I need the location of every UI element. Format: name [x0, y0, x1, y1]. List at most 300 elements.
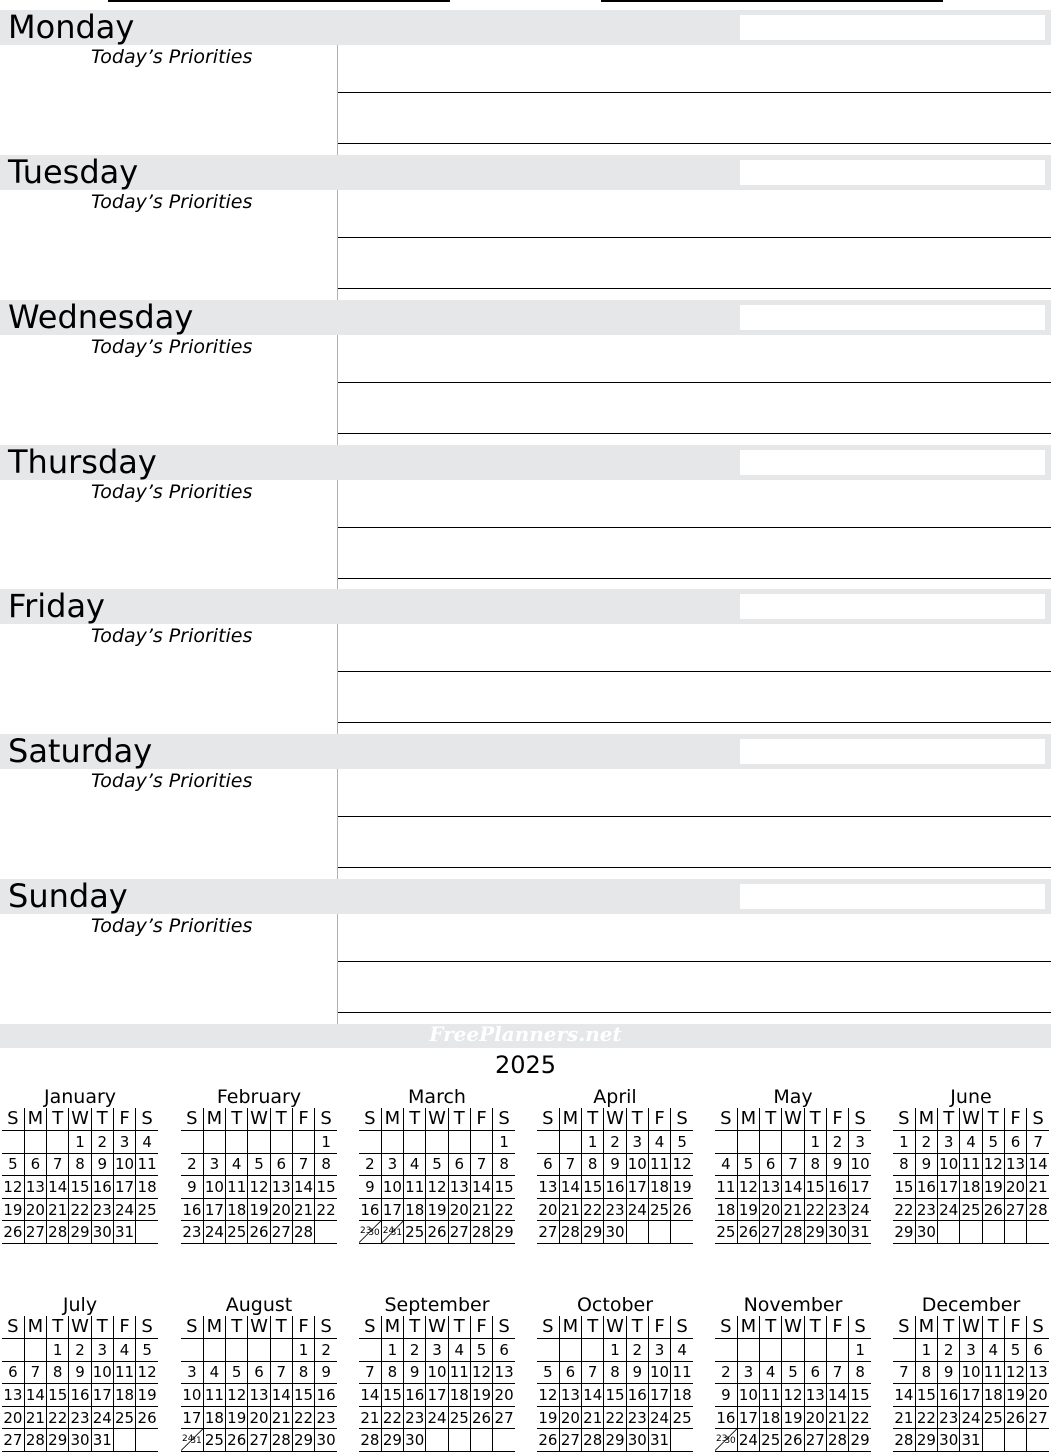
week-row [359, 1384, 515, 1407]
day-cell: 4 [715, 1153, 737, 1176]
day-cell: 26 [226, 1429, 248, 1452]
day-cell: 2 [626, 1339, 648, 1362]
week-row [2, 1153, 158, 1176]
day-cell: 9 [315, 1361, 337, 1384]
day-cell: 8 [493, 1153, 515, 1176]
day-cell: 30 [404, 1429, 426, 1452]
day-block-wednesday [0, 300, 1051, 445]
day-cell: 24 [849, 1198, 871, 1221]
day-cell: 22 [604, 1406, 626, 1429]
week-row [2, 1406, 158, 1429]
weekday-header: S [537, 1316, 559, 1339]
day-cell: 24 [938, 1198, 960, 1221]
day-cell: 2 [915, 1131, 937, 1154]
month-may [715, 1086, 871, 1244]
day-cell: 31 [113, 1221, 135, 1244]
day-cell: 11 [448, 1361, 470, 1384]
day-cell: 10 [203, 1176, 225, 1199]
day-cell: 15 [493, 1176, 515, 1199]
week-row [359, 1361, 515, 1384]
day-cell: 21 [270, 1406, 292, 1429]
day-cell: 11 [136, 1153, 158, 1176]
day-cell [537, 1131, 559, 1154]
day-cell: 14 [1027, 1153, 1049, 1176]
day-cell: 10 [648, 1361, 670, 1384]
day-cell [426, 1131, 448, 1154]
day-cell: 1 [582, 1131, 604, 1154]
day-cell: 28 [559, 1221, 581, 1244]
day-cell: 20 [448, 1198, 470, 1221]
day-cell: 22 [893, 1198, 915, 1221]
week-row [181, 1429, 337, 1452]
day-cell: 29 [804, 1221, 826, 1244]
day-name: Sunday [8, 877, 128, 915]
week-row [537, 1131, 693, 1154]
week-row [2, 1429, 158, 1452]
day-block-tuesday [0, 155, 1051, 300]
month-october [537, 1294, 693, 1452]
day-cell: 23 [315, 1406, 337, 1429]
day-cell: 6 [2, 1361, 24, 1384]
day-cell: 23 [938, 1406, 960, 1429]
day-cell: 12 [248, 1176, 270, 1199]
writing-line[interactable] [338, 237, 1051, 238]
date-field[interactable] [740, 594, 1045, 619]
day-cell: 21 [782, 1198, 804, 1221]
month-name: May [773, 1086, 813, 1108]
day-cell: 15 [849, 1384, 871, 1407]
day-cell: 27 [2, 1429, 24, 1452]
day-cell: 13 [559, 1384, 581, 1407]
weekday-header: T [804, 1316, 826, 1339]
day-cell: 25 [715, 1221, 737, 1244]
day-cell: 21 [359, 1406, 381, 1429]
day-cell: 23 [69, 1406, 91, 1429]
weekday-header: W [426, 1316, 448, 1339]
week-row [893, 1221, 1049, 1244]
day-cell: 25 [960, 1198, 982, 1221]
day-cell [537, 1339, 559, 1362]
day-name: Saturday [8, 732, 153, 770]
weekday-header: F [648, 1316, 670, 1339]
day-cell: 2 [69, 1339, 91, 1362]
week-row [715, 1153, 871, 1176]
writing-line[interactable] [338, 816, 1051, 817]
split-day-second: 31 [190, 1436, 202, 1447]
day-cell: 4 [448, 1339, 470, 1362]
writing-line[interactable] [338, 527, 1051, 528]
day-cell: 22 [315, 1198, 337, 1221]
week-row [893, 1384, 1049, 1407]
weekday-header: M [24, 1108, 46, 1131]
day-cell: 20 [537, 1198, 559, 1221]
day-cell: 15 [915, 1384, 937, 1407]
date-field[interactable] [740, 739, 1045, 764]
day-cell [136, 1221, 158, 1244]
day-block-thursday [0, 445, 1051, 590]
day-cell: 2 [404, 1339, 426, 1362]
day-cell: 29 [381, 1429, 403, 1452]
day-cell: 5 [537, 1361, 559, 1384]
day-cell: 19 [426, 1198, 448, 1221]
day-cell: 20 [2, 1406, 24, 1429]
week-row [359, 1339, 515, 1362]
day-cell: 25 [113, 1406, 135, 1429]
day-cell: 12 [737, 1176, 759, 1199]
day-cell: 23 [404, 1406, 426, 1429]
day-cell: 7 [893, 1361, 915, 1384]
day-cell [582, 1339, 604, 1362]
day-cell: 18 [648, 1176, 670, 1199]
writing-line[interactable] [338, 1012, 1051, 1013]
day-cell: 17 [626, 1176, 648, 1199]
week-row [2, 1221, 158, 1244]
day-cell [826, 1339, 848, 1362]
day-cell [359, 1339, 381, 1362]
day-cell [359, 1221, 381, 1244]
day-cell: 8 [381, 1361, 403, 1384]
day-cell: 9 [626, 1361, 648, 1384]
day-cell: 5 [470, 1339, 492, 1362]
day-cell: 1 [804, 1131, 826, 1154]
day-cell [181, 1131, 203, 1154]
weekday-header: F [470, 1316, 492, 1339]
day-cell: 3 [960, 1339, 982, 1362]
weekday-header: T [47, 1108, 69, 1131]
day-cell: 18 [136, 1176, 158, 1199]
week-row [715, 1429, 871, 1452]
day-cell: 21 [1027, 1176, 1049, 1199]
day-cell: 21 [826, 1406, 848, 1429]
weekday-header: S [1027, 1108, 1049, 1131]
writing-line[interactable] [338, 867, 1051, 868]
day-cell: 18 [671, 1384, 693, 1407]
month-february [181, 1086, 337, 1244]
weekday-header: M [203, 1108, 225, 1131]
date-field[interactable] [740, 305, 1045, 330]
split-day-first: 24 [382, 1226, 395, 1237]
month-december [893, 1294, 1049, 1452]
day-cell: 17 [91, 1384, 113, 1407]
week-row [359, 1131, 515, 1154]
weekday-header: M [203, 1316, 225, 1339]
day-cell: 29 [69, 1221, 91, 1244]
weekday-header: F [826, 1316, 848, 1339]
day-cell: 8 [315, 1153, 337, 1176]
day-cell: 12 [470, 1361, 492, 1384]
day-cell: 12 [782, 1384, 804, 1407]
writing-line[interactable] [338, 578, 1051, 579]
month-grid [181, 1108, 337, 1244]
day-name: Monday [8, 8, 135, 46]
day-cell: 25 [648, 1198, 670, 1221]
week-row [893, 1176, 1049, 1199]
day-cell: 26 [470, 1406, 492, 1429]
day-name: Wednesday [8, 298, 194, 336]
day-cell: 4 [404, 1153, 426, 1176]
top-line-right [601, 0, 943, 2]
day-cell: 2 [826, 1131, 848, 1154]
weekday-header: S [315, 1108, 337, 1131]
day-block-sunday [0, 879, 1051, 1024]
day-cell: 20 [24, 1198, 46, 1221]
day-header [0, 589, 1051, 624]
weekday-header: W [604, 1316, 626, 1339]
date-field[interactable] [740, 450, 1045, 475]
day-cell: 27 [537, 1221, 559, 1244]
writing-line[interactable] [338, 288, 1051, 289]
day-cell [47, 1131, 69, 1154]
watermark-logo: FreePlanners.net [429, 1022, 622, 1046]
day-cell: 27 [248, 1429, 270, 1452]
writing-line[interactable] [338, 433, 1051, 434]
day-cell: 13 [248, 1384, 270, 1407]
writing-line[interactable] [338, 722, 1051, 723]
week-row [537, 1429, 693, 1452]
week-row [181, 1339, 337, 1362]
weekday-header: S [181, 1316, 203, 1339]
day-cell: 28 [47, 1221, 69, 1244]
column-divider [337, 190, 338, 300]
day-cell: 5 [1004, 1339, 1026, 1362]
day-cell: 4 [760, 1361, 782, 1384]
day-cell: 1 [381, 1339, 403, 1362]
day-cell: 10 [426, 1361, 448, 1384]
day-cell: 28 [359, 1429, 381, 1452]
day-cell: 9 [404, 1361, 426, 1384]
day-cell [381, 1221, 403, 1244]
split-day-first: 23 [360, 1226, 372, 1237]
day-cell: 6 [248, 1361, 270, 1384]
weekday-header: T [626, 1108, 648, 1131]
weekday-header: W [782, 1108, 804, 1131]
day-cell: 1 [604, 1339, 626, 1362]
day-cell: 7 [359, 1361, 381, 1384]
day-header [0, 155, 1051, 190]
split-day-second: 30 [724, 1436, 736, 1447]
day-cell: 8 [849, 1361, 871, 1384]
day-cell: 17 [737, 1406, 759, 1429]
day-cell: 15 [381, 1384, 403, 1407]
week-row [359, 1176, 515, 1199]
day-cell [1004, 1221, 1026, 1244]
week-row [2, 1131, 158, 1154]
day-cell: 1 [315, 1131, 337, 1154]
day-cell: 3 [648, 1339, 670, 1362]
day-cell: 11 [404, 1176, 426, 1199]
weekday-header: F [826, 1108, 848, 1131]
weekday-header: T [626, 1316, 648, 1339]
weekday-header: S [1027, 1316, 1049, 1339]
day-cell: 12 [426, 1176, 448, 1199]
month-grid [359, 1316, 515, 1452]
day-cell: 14 [24, 1384, 46, 1407]
day-cell: 15 [804, 1176, 826, 1199]
day-cell: 16 [915, 1176, 937, 1199]
day-cell: 1 [849, 1339, 871, 1362]
day-cell: 6 [537, 1153, 559, 1176]
day-cell [960, 1221, 982, 1244]
month-name: April [593, 1086, 637, 1108]
weekday-header: T [582, 1316, 604, 1339]
weekday-header: T [982, 1108, 1004, 1131]
day-cell: 25 [226, 1221, 248, 1244]
day-cell: 13 [1027, 1361, 1049, 1384]
day-cell: 10 [181, 1384, 203, 1407]
day-cell: 24 [426, 1406, 448, 1429]
day-cell: 21 [893, 1406, 915, 1429]
day-cell [470, 1131, 492, 1154]
day-cell: 10 [91, 1361, 113, 1384]
month-june [893, 1086, 1049, 1244]
day-cell: 13 [1004, 1153, 1026, 1176]
day-cell: 13 [2, 1384, 24, 1407]
day-cell: 6 [448, 1153, 470, 1176]
day-cell: 15 [292, 1384, 314, 1407]
day-name: Friday [8, 587, 105, 625]
day-cell: 26 [2, 1221, 24, 1244]
writing-line[interactable] [338, 92, 1051, 93]
date-field[interactable] [740, 884, 1045, 909]
priorities-label: Today’s Priorities [91, 625, 253, 647]
day-cell: 25 [448, 1406, 470, 1429]
day-cell: 27 [270, 1221, 292, 1244]
week-row [181, 1153, 337, 1176]
day-cell: 3 [849, 1131, 871, 1154]
weekday-header: S [181, 1108, 203, 1131]
month-name: September [384, 1294, 490, 1316]
day-cell: 31 [648, 1429, 670, 1452]
day-cell: 25 [136, 1198, 158, 1221]
day-cell [715, 1131, 737, 1154]
weekday-header: S [537, 1108, 559, 1131]
calendar-year: 2025 [494, 1051, 557, 1079]
weekday-header: T [226, 1108, 248, 1131]
day-cell: 9 [604, 1153, 626, 1176]
month-name: November [743, 1294, 843, 1316]
day-cell: 5 [226, 1361, 248, 1384]
day-cell [292, 1131, 314, 1154]
day-cell [381, 1131, 403, 1154]
weekday-header: M [737, 1108, 759, 1131]
writing-line[interactable] [338, 671, 1051, 672]
day-cell: 15 [604, 1384, 626, 1407]
day-cell: 20 [1027, 1384, 1049, 1407]
day-cell: 1 [292, 1339, 314, 1362]
month-name: February [216, 1086, 302, 1108]
day-cell: 11 [715, 1176, 737, 1199]
day-cell: 1 [47, 1339, 69, 1362]
day-cell: 22 [47, 1406, 69, 1429]
day-cell: 31 [91, 1429, 113, 1452]
day-cell: 31 [960, 1429, 982, 1452]
day-cell: 31 [849, 1221, 871, 1244]
day-cell [671, 1429, 693, 1452]
day-cell: 6 [760, 1153, 782, 1176]
day-cell: 28 [292, 1221, 314, 1244]
day-cell [470, 1429, 492, 1452]
day-cell [426, 1429, 448, 1452]
day-cell: 17 [113, 1176, 135, 1199]
day-cell: 8 [582, 1153, 604, 1176]
day-block-friday [0, 589, 1051, 734]
day-cell [404, 1131, 426, 1154]
day-cell: 22 [292, 1406, 314, 1429]
day-cell: 23 [604, 1198, 626, 1221]
day-cell: 26 [537, 1429, 559, 1452]
writing-line[interactable] [338, 382, 1051, 383]
day-cell: 26 [737, 1221, 759, 1244]
month-march [359, 1086, 515, 1244]
weekday-header: T [91, 1108, 113, 1131]
day-cell: 12 [1004, 1361, 1026, 1384]
day-cell: 16 [715, 1406, 737, 1429]
day-block-monday [0, 10, 1051, 155]
day-cell: 20 [493, 1384, 515, 1407]
weekday-header: W [248, 1108, 270, 1131]
weekday-header: T [404, 1316, 426, 1339]
day-cell: 10 [849, 1153, 871, 1176]
priorities-label: Today’s Priorities [91, 336, 253, 358]
day-cell: 9 [91, 1153, 113, 1176]
day-cell: 17 [849, 1176, 871, 1199]
day-cell: 27 [448, 1221, 470, 1244]
day-cell: 4 [671, 1339, 693, 1362]
day-cell: 8 [804, 1153, 826, 1176]
week-row [2, 1361, 158, 1384]
day-cell: 29 [893, 1221, 915, 1244]
day-cell [315, 1221, 337, 1244]
day-cell: 6 [559, 1361, 581, 1384]
weekday-header: W [248, 1316, 270, 1339]
day-cell: 4 [982, 1339, 1004, 1362]
day-cell: 11 [648, 1153, 670, 1176]
week-row [181, 1198, 337, 1221]
day-cell: 13 [804, 1384, 826, 1407]
date-field[interactable] [740, 160, 1045, 185]
day-cell [181, 1339, 203, 1362]
weekday-header: T [982, 1316, 1004, 1339]
day-cell: 14 [270, 1384, 292, 1407]
day-cell: 9 [359, 1176, 381, 1199]
day-block-saturday [0, 734, 1051, 879]
week-row [537, 1384, 693, 1407]
writing-line[interactable] [338, 143, 1051, 144]
day-cell: 23 [826, 1198, 848, 1221]
day-cell: 7 [292, 1153, 314, 1176]
weekday-header: M [915, 1108, 937, 1131]
weekday-header: T [91, 1316, 113, 1339]
day-cell [626, 1221, 648, 1244]
week-row [715, 1221, 871, 1244]
writing-line[interactable] [338, 961, 1051, 962]
day-cell: 2 [359, 1153, 381, 1176]
month-august [181, 1294, 337, 1452]
week-row [359, 1221, 515, 1244]
day-cell: 9 [915, 1153, 937, 1176]
date-field[interactable] [740, 15, 1045, 40]
day-cell: 16 [315, 1384, 337, 1407]
day-cell: 23 [91, 1198, 113, 1221]
day-cell: 26 [426, 1221, 448, 1244]
day-cell: 28 [582, 1429, 604, 1452]
weekday-header: F [648, 1108, 670, 1131]
day-cell: 27 [1004, 1198, 1026, 1221]
day-cell [203, 1339, 225, 1362]
day-cell: 27 [493, 1406, 515, 1429]
month-grid [715, 1108, 871, 1244]
week-row [537, 1361, 693, 1384]
